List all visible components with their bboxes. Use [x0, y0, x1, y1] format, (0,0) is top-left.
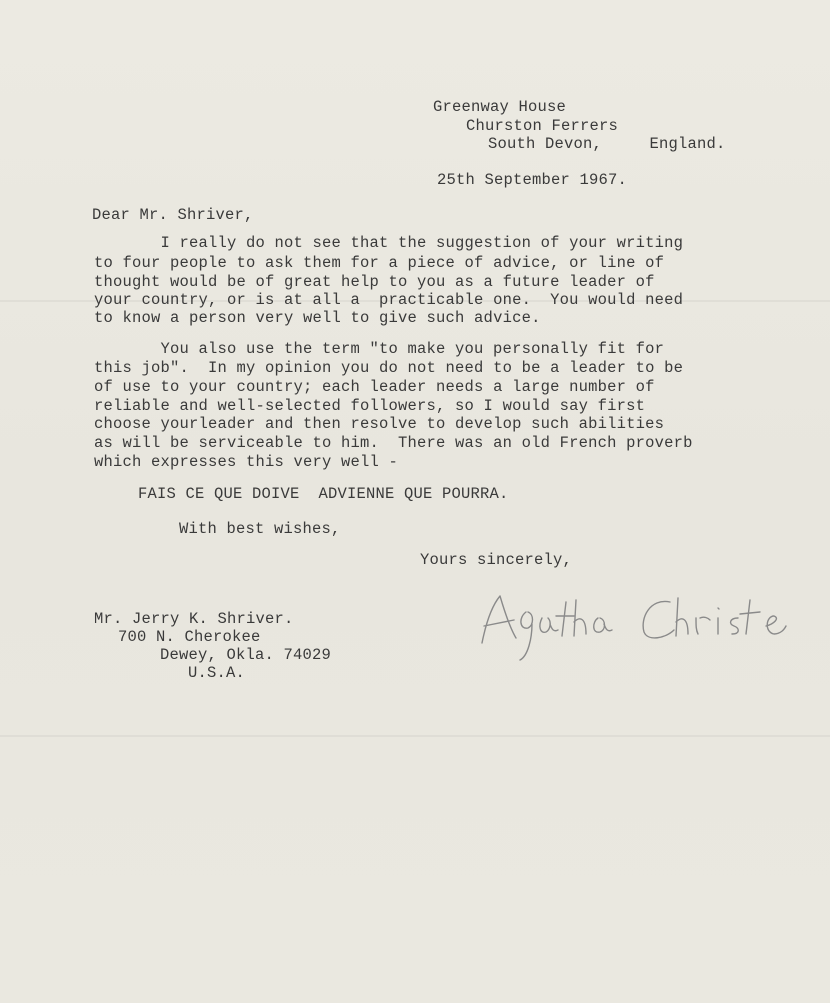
- handwritten-signature: [470, 578, 810, 668]
- paragraph-2-line-1: You also use the term "to make you personally fit for: [113, 340, 665, 358]
- paragraph-2-line-4: reliable and well-selected followers, so I would say first: [94, 397, 646, 415]
- paragraph-2-line-7: which expresses this very well -: [94, 453, 399, 471]
- french-proverb: FAIS CE QUE DOIVE ADVIENNE QUE POURRA.: [138, 485, 509, 503]
- paragraph-2-line-5: choose yourleader and then resolve to develop such abilities: [94, 415, 665, 433]
- paragraph-1-line-1: I really do not see that the suggestion of your writing: [113, 234, 684, 252]
- paragraph-1-line-5: to know a person very well to give such advice.: [94, 309, 541, 327]
- paragraph-2-line-2: this job". In my opinion you do not need to be a leader to be: [94, 359, 684, 377]
- best-wishes: With best wishes,: [179, 520, 341, 538]
- paragraph-2-line-3: of use to your country; each leader needs a large number of: [94, 378, 655, 396]
- salutation: Dear Mr. Shriver,: [92, 206, 254, 224]
- paragraph-1-line-3: thought would be of great help to you as a future leader of: [94, 273, 655, 291]
- recipient-line-4: U.S.A.: [188, 664, 246, 682]
- recipient-line-3: Dewey, Okla. 74029: [160, 646, 332, 664]
- address-line-3: South Devon, England.: [488, 135, 726, 153]
- paragraph-2-line-6: as will be serviceable to him. There was an old French proverb: [94, 434, 693, 452]
- fold-line: [0, 735, 830, 737]
- recipient-line-1: Mr. Jerry K. Shriver.: [94, 610, 294, 628]
- address-line-2: Churston Ferrers: [466, 117, 619, 135]
- letter-date: 25th September 1967.: [437, 171, 628, 189]
- address-line-1: Greenway House: [433, 98, 567, 116]
- closing: Yours sincerely,: [420, 551, 573, 569]
- paragraph-1-line-4: your country, or is at all a practicable one. You would need: [94, 291, 684, 309]
- recipient-line-2: 700 N. Cherokee: [118, 628, 261, 646]
- paragraph-1-line-2: to four people to ask them for a piece of advice, or line of: [94, 254, 665, 272]
